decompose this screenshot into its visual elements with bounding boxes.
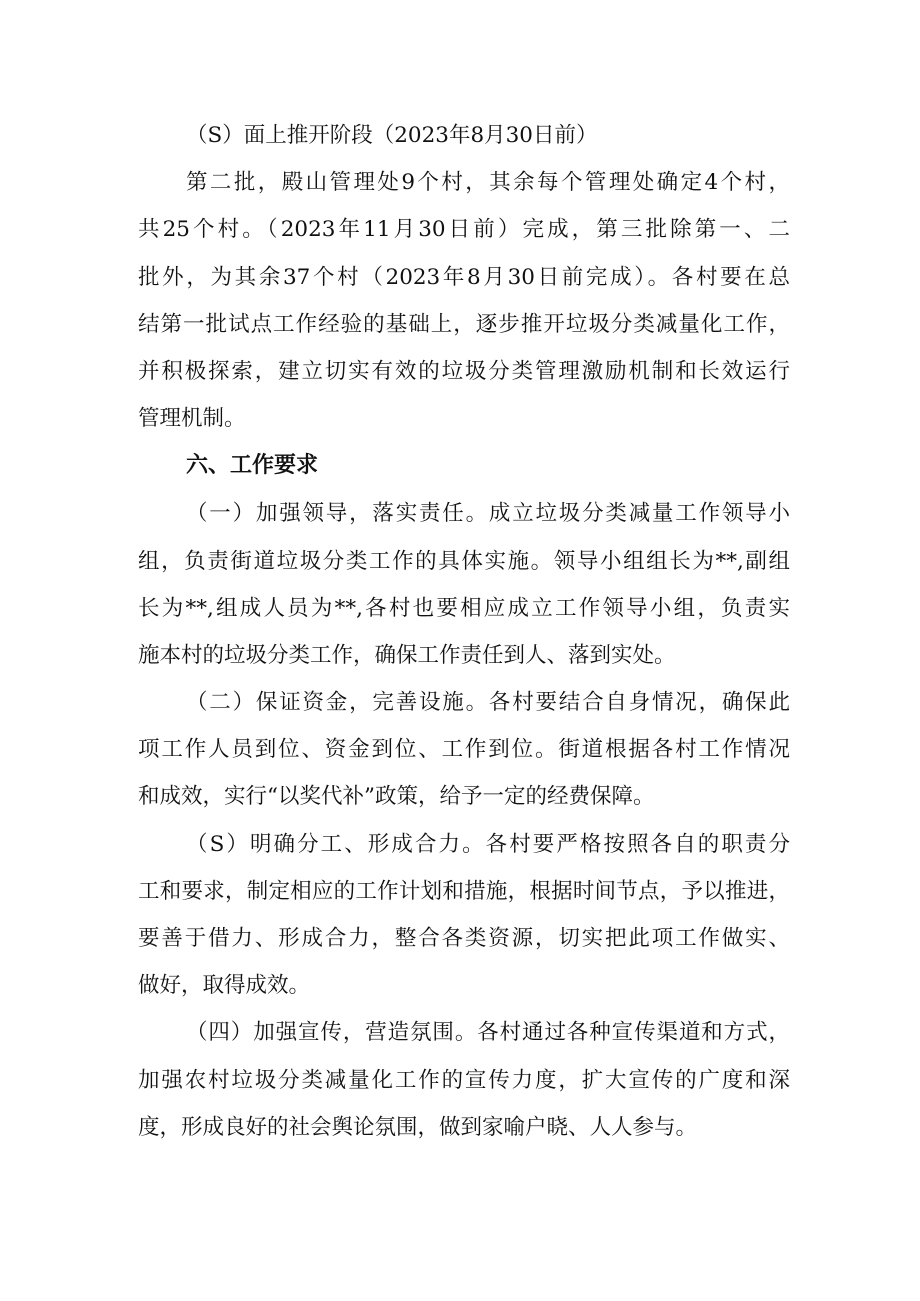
paragraph-requirement-three xyxy=(138,821,790,1010)
paragraph-line: （二）保证资金，完善设施。各村要结合自身情况，确保此 xyxy=(186,690,790,716)
paragraph-line: （S）明确分工、形成合力。各村要严格按照各自的职责分 xyxy=(186,831,790,857)
paragraph-line: 做好，取得成效。 xyxy=(138,973,311,999)
paragraph-line: 工和要求，制定相应的工作计划和措施，根据时间节点，予以推进， xyxy=(138,878,790,904)
paragraph-line: 组，负责街道垃圾分类工作的具体实施。领导小组组长为**,副组 xyxy=(138,548,790,574)
paragraph-line: 批外，为其余37个村（2023年8月30日前完成）。各村要在总 xyxy=(138,264,790,290)
paragraph-line: 度，形成良好的社会舆论氛围，做到家喻户晓、人人参与。 xyxy=(138,1114,698,1140)
paragraph-line: 长为**,组成人员为**,各村也要相应成立工作领导小组，负责实 xyxy=(138,595,790,621)
paragraph-line: 共25个村。（2023年11月30日前）完成，第三批除第一、二 xyxy=(138,217,790,243)
paragraph-line: （S）面上推开阶段（2023年8月30日前） xyxy=(186,123,598,148)
paragraph-line: 管理机制。 xyxy=(138,406,246,432)
document-page xyxy=(138,112,790,1151)
paragraph-line: 加强农村垃圾分类减量化工作的宣传力度，扩大宣传的广度和深 xyxy=(138,1067,790,1093)
paragraph-line: （四）加强宣传，营造氛围。各村通过各种宣传渠道和方式， xyxy=(186,1020,790,1046)
paragraph-requirement-one xyxy=(138,490,790,679)
paragraph-stage-three xyxy=(138,112,790,159)
paragraph-line: 结第一批试点工作经验的基础上，逐步推开垃圾分类减量化工作， xyxy=(138,311,790,337)
paragraph-line: 和成效，实行“以奖代补”政策，给予一定的经费保障。 xyxy=(138,784,655,810)
paragraph-requirement-four xyxy=(138,1009,790,1151)
paragraph-line: 项工作人员到位、资金到位、工作到位。街道根据各村工作情况 xyxy=(138,737,790,763)
paragraph-line: 施本村的垃圾分类工作，确保工作责任到人、落到实处。 xyxy=(138,642,676,668)
paragraph-line: 第二批，殿山管理处9个村，其余每个管理处确定4个村， xyxy=(186,170,790,196)
paragraph-line: 要善于借力、形成合力，整合各类资源，切实把此项工作做实、 xyxy=(138,926,790,951)
paragraph-batch-two xyxy=(138,159,790,442)
paragraph-requirement-two xyxy=(138,679,790,821)
paragraph-line: 并积极探索，建立切实有效的垃圾分类管理激励机制和长效运行 xyxy=(138,358,790,384)
section-heading: 六、工作要求 xyxy=(186,453,319,479)
paragraph-line: （一）加强领导，落实责任。成立垃圾分类减量工作领导小 xyxy=(186,501,790,527)
